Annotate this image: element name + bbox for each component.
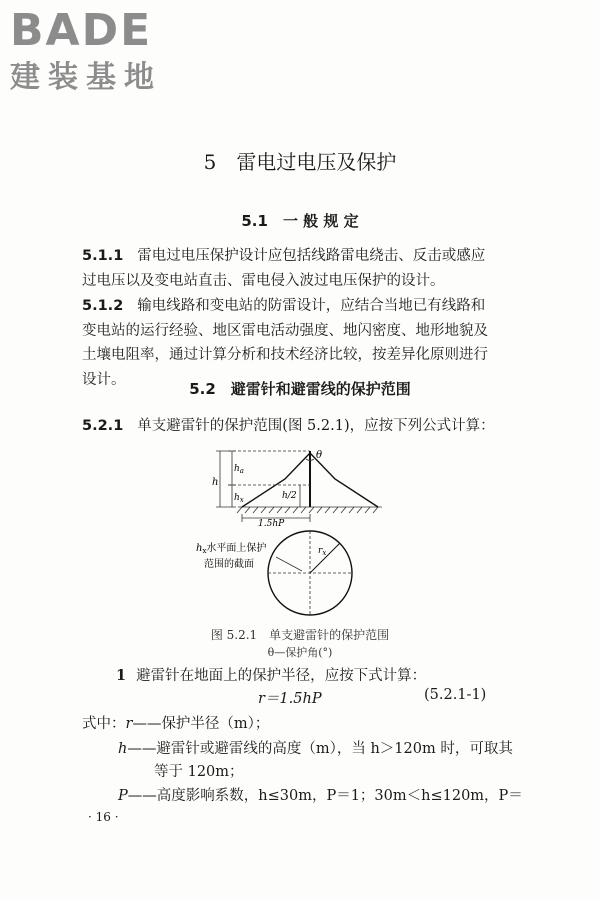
svg-text:ha: [234, 464, 244, 475]
definition-h: [118, 737, 513, 758]
page-number: · 16 ·: [88, 810, 119, 824]
rx-subscript: x: [322, 549, 327, 557]
figure-caption: 图 5.2.1 单支避雷针的保护范围: [210, 628, 390, 642]
h-half-label: h/2: [282, 491, 297, 501]
definition-h-text: ——避雷针或避雷线的高度（m），当 h＞120m 时，可取其: [127, 741, 513, 757]
clause-text: 雷电过电压保护设计应包括线路雷电绕击、反击或感应过电压以及变电站直击、雷电侵入波过电压保护的设计。: [82, 248, 486, 289]
paragraph-5-2-1: [82, 414, 497, 439]
theta-label: θ: [316, 450, 323, 461]
h-label: h: [212, 477, 219, 488]
figure-subcaption: θ—保护角(°): [267, 646, 333, 659]
section-heading-5-2: 5.2 避雷针和避雷线的保护范围: [189, 380, 411, 398]
rx-label: r: [318, 546, 323, 556]
definition-p-text: ——高度影响系数，h≤30m，P＝1；30m＜h≤120m，P＝: [127, 788, 523, 804]
clause-number: 5.2.1: [82, 418, 124, 434]
symbol-p: P: [118, 788, 128, 804]
item-text: 避雷针在地面上的保护半径，应按下式计算：: [136, 668, 427, 684]
symbol-h: h: [118, 741, 128, 757]
ha-subscript: a: [239, 467, 244, 475]
definition-r: [82, 712, 269, 733]
clause-text: 输电线路和变电站的防雷设计，应结合当地已有线路和变电站的运行经验、地区雷电活动强度、地闪密度、地形地貌及土壤电阻率，通过计算分析和技术经济比较，按差异化原则进行设计。: [82, 298, 488, 388]
section-heading-5-1: 5.1 一 般 规 定: [241, 212, 359, 230]
formula-number: (5.2.1-1): [424, 687, 487, 703]
logo-brand: BADE: [10, 5, 153, 56]
hx-subscript: x: [239, 496, 244, 504]
svg-text:hx水平面上保护: [196, 541, 266, 555]
formula-expression: r＝1.5hP: [258, 691, 322, 707]
ha-label: h: [234, 464, 240, 474]
publisher-logo: [10, 6, 162, 96]
svg-text:hx: [234, 493, 244, 504]
radius-15hp-label: 1.5hP: [258, 519, 285, 529]
hx-label: h: [234, 493, 240, 503]
annotation-h: h: [196, 543, 203, 554]
ground-hatching: [237, 507, 382, 513]
figure-lightning-rod-protection: [190, 445, 410, 625]
paragraph-5-1-1: [82, 244, 497, 293]
clause-number: 5.1.2: [82, 298, 124, 314]
definition-h-continued: 等于 120m；: [154, 764, 244, 780]
annotation-line1: 水平面上保护: [206, 543, 267, 554]
annotation-line2: 范围的截面: [204, 559, 254, 570]
clause-text: 单支避雷针的保护范围(图 5.2.1)，应按下列公式计算：: [137, 418, 495, 434]
svg-text:rx: [318, 546, 326, 557]
symbol-r: r: [125, 716, 133, 732]
annotation-h-subscript: x: [202, 547, 207, 555]
rx-radius-line: [310, 543, 340, 573]
definitions-lead: 式中：: [82, 716, 126, 732]
item-number: 1: [116, 667, 127, 684]
definition-p: [118, 784, 523, 805]
item-1: [116, 664, 426, 685]
logo-subtitle: 建装基地: [10, 60, 162, 95]
clause-number: 5.1.1: [82, 248, 124, 264]
chapter-title: 5 雷电过电压及保护: [203, 150, 397, 174]
definition-r-text: ——保护半径（m）；: [132, 716, 270, 732]
